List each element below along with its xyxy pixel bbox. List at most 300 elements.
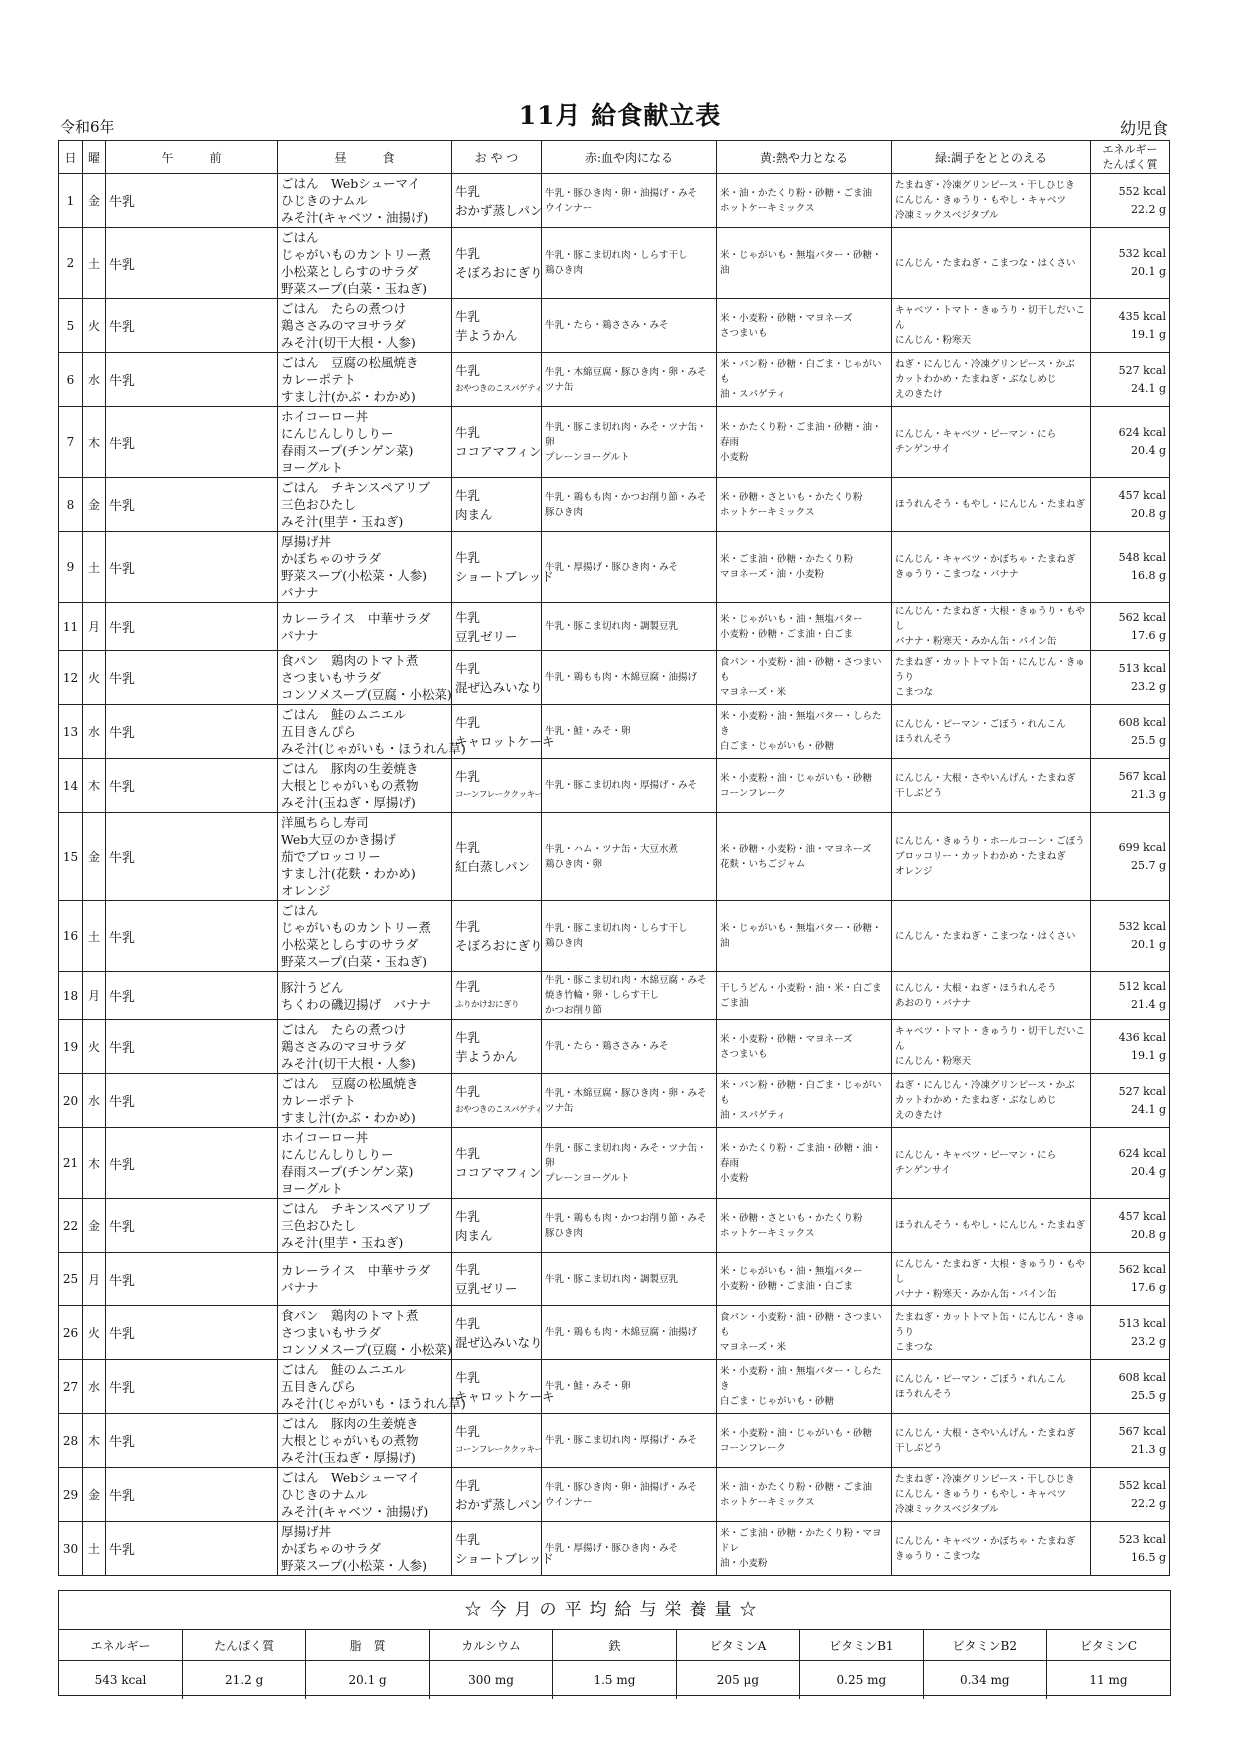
protein-value: 22.2 g [1130, 1496, 1166, 1510]
lunch-cell-line: みそ汁(切干大根・人参) [281, 335, 416, 350]
yellow-group-cell-line: 米・砂糖・小麦粉・油・マヨネーズ [720, 843, 872, 855]
table-row [59, 1199, 1170, 1253]
green-group-cell [892, 759, 1091, 813]
menu-rows [59, 174, 1170, 1576]
average-header-row [59, 1630, 1170, 1661]
weekday-cell: 土 [83, 228, 106, 299]
nutrition-cell [1091, 1468, 1170, 1522]
day-cell: 30 [59, 1522, 83, 1576]
nutrition-cell [1091, 228, 1170, 299]
red-group-cell-line: ツナ缶 [545, 381, 574, 393]
snack-cell-line: 牛乳 [455, 1315, 481, 1331]
snack-cell-line: 牛乳 [455, 1029, 481, 1045]
lunch-cell-line: 野菜スープ(白菜・玉ねぎ) [281, 281, 428, 296]
red-group-cell [542, 1020, 717, 1074]
lunch-cell-line: ホイコーロー丼 [281, 1130, 369, 1145]
snack-cell-line: 牛乳 [455, 308, 481, 324]
average-value: 0.25 mg [800, 1661, 923, 1700]
lunch-cell-line: 野菜スープ(小松菜・人参) [281, 1558, 428, 1573]
table-row [59, 478, 1170, 532]
snack-cell-line: 牛乳 [455, 1531, 481, 1547]
red-group-cell-line: 牛乳・豚こま切れ肉・厚揚げ・みそ [545, 780, 698, 791]
lunch-cell [278, 1199, 452, 1253]
red-group-cell [542, 532, 717, 603]
green-group-cell [892, 228, 1091, 299]
energy-value: 624 kcal [1118, 1147, 1166, 1160]
green-group-cell-line: たまねぎ・カットトマト缶・にんじん・きゅうり [895, 657, 1085, 683]
lunch-cell-line: にんじんしりしりー [281, 1147, 394, 1162]
red-group-cell-line: 牛乳・豚こま切れ肉・みそ・ツナ缶・卵 [545, 1142, 707, 1169]
energy-value: 527 kcal [1118, 1084, 1166, 1098]
lunch-cell-line: バナナ [281, 1280, 319, 1295]
green-group-cell-line: にんじん・大根・さやいんげん・たまねぎ [895, 772, 1076, 784]
red-group-cell [542, 1128, 717, 1199]
red-group-cell-line: 牛乳・豚こま切れ肉・調製豆乳 [545, 621, 679, 632]
yellow-group-cell [717, 228, 892, 299]
lunch-cell [278, 299, 452, 353]
red-group-cell [542, 813, 717, 901]
day-cell: 7 [59, 407, 83, 478]
green-group-cell [892, 478, 1091, 532]
lunch-cell-line: 厚揚げ丼 [281, 1524, 332, 1539]
green-group-cell-line: たまねぎ・カットトマト缶・にんじん・きゅうり [895, 1312, 1085, 1338]
snack-cell [452, 972, 542, 1020]
nutrition-cell [1091, 353, 1170, 407]
lunch-cell-line: コンソメスープ(豆腐・小松菜) [281, 687, 452, 702]
snack-cell-line: コーンフレーククッキー [455, 1444, 543, 1455]
table-row [59, 705, 1170, 759]
average-header: ビタミンC [1047, 1630, 1171, 1661]
weekday-cell: 火 [83, 1306, 106, 1360]
table-row [59, 1128, 1170, 1199]
yellow-group-cell [717, 972, 892, 1020]
morning-snack-cell: 牛乳 [106, 407, 278, 478]
lunch-cell [278, 1253, 452, 1306]
red-group-cell-line: 牛乳・木綿豆腐・豚ひき肉・卵・みそ [545, 1087, 707, 1099]
snack-cell-line: ココアマフィン [455, 444, 542, 459]
morning-snack-cell: 牛乳 [106, 353, 278, 407]
yellow-group-cell [717, 901, 892, 972]
table-header-row [59, 141, 1170, 174]
day-cell: 21 [59, 1128, 83, 1199]
green-group-cell-line: たまねぎ・冷凍グリンピース・干しひじき [895, 180, 1075, 191]
snack-cell [452, 174, 542, 228]
green-group-cell-line: にんじん・きゅうり・もやし・キャベツ [895, 195, 1067, 206]
weekday-cell: 月 [83, 603, 106, 651]
average-header: エネルギー [59, 1630, 182, 1661]
snack-cell-line: おかず蒸しパン [455, 1496, 543, 1512]
snack-cell-line: 牛乳 [455, 246, 481, 261]
green-group-cell-line: きゅうり・こまつな・バナナ [895, 569, 1019, 580]
average-header: ビタミンA [676, 1630, 799, 1661]
yellow-group-cell [717, 1468, 892, 1522]
table-row [59, 1522, 1170, 1576]
red-group-cell-line: 牛乳・たら・鶏ささみ・みそ [545, 320, 669, 331]
snack-cell-line: 肉まん [455, 506, 493, 522]
day-cell: 15 [59, 813, 83, 901]
yellow-group-cell [717, 353, 892, 407]
snack-cell-line: 牛乳 [455, 978, 481, 994]
table-row [59, 1074, 1170, 1128]
lunch-cell [278, 651, 452, 705]
snack-cell-line: ショートブレッド [455, 1550, 554, 1566]
red-group-cell-line: 牛乳・厚揚げ・豚ひき肉・みそ [545, 1543, 679, 1554]
green-group-cell-line: こまつな [895, 1342, 934, 1353]
table-row [59, 651, 1170, 705]
snack-cell-line: 豆乳ゼリー [455, 1281, 518, 1296]
lunch-cell-line: みそ汁(切干大根・人参) [281, 1056, 416, 1071]
red-group-cell [542, 1522, 717, 1576]
lunch-cell-line: ごはん 豚肉の生姜焼き [281, 1416, 419, 1431]
average-value: 21.2 g [182, 1661, 305, 1700]
day-cell: 29 [59, 1468, 83, 1522]
day-cell: 5 [59, 299, 83, 353]
yellow-group-cell-line: 油・小麦粉 [720, 1558, 768, 1569]
energy-value: 548 kcal [1118, 551, 1166, 564]
red-group-cell-line: 牛乳・豚こま切れ肉・厚揚げ・みそ [545, 1435, 698, 1446]
protein-value: 24.1 g [1130, 1102, 1166, 1116]
snack-cell-line: 牛乳 [455, 425, 481, 440]
green-group-cell-line: にんじん・キャベツ・ピーマン・にら [895, 429, 1057, 440]
average-header: 脂 質 [306, 1630, 429, 1661]
green-group-cell [892, 1468, 1091, 1522]
energy-value: 562 kcal [1118, 610, 1166, 624]
page-title: 11月 給食献立表 [518, 101, 722, 130]
red-group-cell-line: ウインナー [545, 202, 593, 214]
yellow-group-cell-line: 米・小麦粉・砂糖・マヨネーズ [720, 1033, 853, 1045]
protein-value: 21.4 g [1130, 997, 1166, 1011]
snack-cell [452, 651, 542, 705]
energy-value: 527 kcal [1118, 363, 1166, 377]
table-row [59, 532, 1170, 603]
morning-snack-cell: 牛乳 [106, 478, 278, 532]
weekday-cell: 土 [83, 1522, 106, 1576]
lunch-cell-line: ごはん チキンスペアリブ [281, 480, 431, 495]
yellow-group-cell-line: マヨネーズ・米 [720, 1342, 787, 1353]
green-group-cell-line: にんじん・キャベツ・かぼちゃ・たまねぎ [895, 1535, 1076, 1547]
morning-snack-cell: 牛乳 [106, 1468, 278, 1522]
yellow-group-cell-line: ごま油 [720, 997, 749, 1009]
yellow-group-cell-line: 米・小麦粉・油・無塩バター・しらたき [720, 1366, 882, 1392]
green-group-cell-line: キャベツ・トマト・きゅうり・切干しだいこん [895, 1026, 1086, 1052]
green-group-cell-line: にんじん・キャベツ・かぼちゃ・たまねぎ [895, 554, 1076, 565]
yellow-group-cell-line: ホットケーキミックス [720, 1227, 815, 1239]
yellow-group-cell [717, 1199, 892, 1253]
lunch-cell-line: みそ汁(じゃがいも・ほうれん草) [281, 1396, 466, 1411]
lunch-cell [278, 759, 452, 813]
yellow-group-cell [717, 174, 892, 228]
green-group-cell [892, 1128, 1091, 1199]
yellow-group-cell-line: 小麦粉・砂糖・ごま油・白ごま [720, 628, 854, 640]
green-group-cell-line: チンゲンサイ [895, 1165, 951, 1176]
protein-value: 20.4 g [1130, 444, 1166, 457]
energy-value: 532 kcal [1118, 920, 1166, 933]
lunch-cell-line: 五目きんぴら [281, 1379, 357, 1394]
lunch-cell-line: ごはん たらの煮つけ [281, 1022, 407, 1037]
red-group-cell-line: プレーンヨーグルト [545, 1172, 630, 1184]
table-row [59, 353, 1170, 407]
weekday-cell: 金 [83, 478, 106, 532]
lunch-cell-line: 野菜スープ(白菜・玉ねぎ) [281, 954, 428, 969]
weekday-cell: 金 [83, 1468, 106, 1522]
red-group-cell-line: 牛乳・鶏もも肉・木綿豆腐・油揚げ [545, 1327, 698, 1338]
snack-cell [452, 353, 542, 407]
red-group-cell-line: 豚ひき肉 [545, 506, 584, 518]
protein-value: 16.5 g [1130, 1550, 1166, 1564]
lunch-cell-line: 洋風ちらし寿司 [281, 815, 369, 830]
day-cell: 14 [59, 759, 83, 813]
day-cell: 28 [59, 1414, 83, 1468]
red-group-cell-line: 鶏ひき肉 [545, 265, 584, 276]
green-group-cell-line: こまつな [895, 687, 934, 698]
snack-cell-line: 牛乳 [455, 660, 481, 676]
snack-cell [452, 813, 542, 901]
green-group-cell [892, 174, 1091, 228]
snack-cell [452, 478, 542, 532]
header-energy-protein: エネルギー たんぱく質 [1091, 141, 1170, 174]
nutrition-cell [1091, 705, 1170, 759]
energy-value: 567 kcal [1118, 769, 1166, 783]
lunch-cell-line: 小松菜としらすのサラダ [281, 937, 419, 952]
green-group-cell-line: にんじん・きゅうり・ホールコーン・ごぼう [895, 836, 1085, 847]
lunch-cell-line: みそ汁(玉ねぎ・厚揚げ) [281, 795, 416, 810]
day-cell: 26 [59, 1306, 83, 1360]
red-group-cell-line: 豚ひき肉 [545, 1227, 584, 1239]
lunch-cell [278, 813, 452, 901]
table-row [59, 228, 1170, 299]
yellow-group-cell [717, 1128, 892, 1199]
yellow-group-cell [717, 1414, 892, 1468]
morning-snack-cell: 牛乳 [106, 1306, 278, 1360]
lunch-cell-line: オレンジ [281, 883, 331, 898]
lunch-cell-line: じゃがいものカントリー煮 [281, 247, 432, 262]
green-group-cell-line: えのきたけ [895, 389, 943, 400]
nutrition-cell [1091, 1253, 1170, 1306]
average-value: 543 kcal [59, 1661, 182, 1700]
yellow-group-cell [717, 407, 892, 478]
energy-value: 523 kcal [1118, 1532, 1166, 1546]
snack-cell-line: 牛乳 [455, 1369, 481, 1385]
morning-snack-cell: 牛乳 [106, 759, 278, 813]
green-group-cell [892, 299, 1091, 353]
nutrition-cell [1091, 603, 1170, 651]
nutrition-cell [1091, 1414, 1170, 1468]
yellow-group-cell-line: 油・スパゲティ [720, 389, 786, 400]
yellow-group-cell-line: 白ごま・じゃがいも・砂糖 [720, 741, 835, 752]
day-cell: 19 [59, 1020, 83, 1074]
average-value: 1.5 mg [553, 1661, 676, 1700]
table-row [59, 813, 1170, 901]
nutrition-cell [1091, 813, 1170, 901]
morning-snack-cell: 牛乳 [106, 228, 278, 299]
lunch-cell-line: 三色おひたし [281, 1218, 357, 1233]
nutrition-cell [1091, 1360, 1170, 1414]
snack-cell [452, 1128, 542, 1199]
green-group-cell-line: カットわかめ・たまねぎ・ぶなしめじ [895, 374, 1057, 385]
green-group-cell-line: オレンジ [895, 866, 933, 877]
weekday-cell: 月 [83, 1253, 106, 1306]
morning-snack-cell: 牛乳 [106, 705, 278, 759]
lunch-cell-line: ごはん 豆腐の松風焼き [281, 355, 419, 370]
snack-cell [452, 1199, 542, 1253]
green-group-cell-line: えのきたけ [895, 1110, 943, 1121]
energy-value: 436 kcal [1118, 1030, 1166, 1044]
snack-cell [452, 1522, 554, 1576]
snack-cell-line: 牛乳 [455, 362, 481, 378]
lunch-cell [278, 174, 452, 228]
table-row [59, 1414, 1170, 1468]
yellow-group-cell-line: 米・油・かたくり粉・砂糖・ごま油 [720, 187, 873, 199]
table-row [59, 1253, 1170, 1306]
lunch-cell-line: ごはん 鮭のムニエル [281, 707, 407, 722]
protein-value: 23.2 g [1130, 1334, 1166, 1348]
green-group-cell-line: にんじん・ピーマン・ごぼう・れんこん [895, 718, 1066, 730]
morning-snack-cell: 牛乳 [106, 972, 278, 1020]
table-row [59, 174, 1170, 228]
snack-cell-line: 牛乳 [455, 919, 481, 934]
weekday-cell: 水 [83, 1074, 106, 1128]
weekday-cell: 木 [83, 759, 106, 813]
table-row [59, 972, 1170, 1020]
lunch-cell [278, 1306, 452, 1360]
green-group-cell [892, 1414, 1091, 1468]
weekday-cell: 火 [83, 651, 106, 705]
day-cell: 9 [59, 532, 83, 603]
green-group-cell-line: ねぎ・にんじん・冷凍グリンピース・かぶ [895, 1080, 1075, 1091]
snack-cell-line: 混ぜ込みいなり [455, 679, 543, 695]
snack-cell-line: おやつきのこスパゲティ [455, 1104, 543, 1115]
snack-cell-line: 牛乳 [455, 1208, 481, 1224]
monthly-average-box [58, 1590, 1171, 1696]
header-lunch: 昼 食 [278, 141, 452, 174]
lunch-cell-line: ごはん [281, 903, 319, 918]
snack-cell-line: 芋ようかん [455, 327, 518, 343]
weekday-cell: 木 [83, 1128, 106, 1199]
red-group-cell [542, 353, 717, 407]
protein-value: 20.1 g [1130, 938, 1166, 951]
yellow-group-cell-line: 白ごま・じゃがいも・砂糖 [720, 1396, 835, 1407]
red-group-cell [542, 972, 717, 1020]
green-group-cell [892, 1306, 1091, 1360]
red-group-cell-line: 牛乳・たら・鶏ささみ・みそ [545, 1041, 669, 1052]
day-cell: 11 [59, 603, 83, 651]
red-group-cell-line: 牛乳・木綿豆腐・豚ひき肉・卵・みそ [545, 366, 707, 378]
header-morning: 午 前 [106, 141, 278, 174]
lunch-cell-line: ごはん チキンスペアリブ [281, 1201, 431, 1216]
snack-cell-line: 肉まん [455, 1227, 493, 1243]
red-group-cell-line: 牛乳・鮭・みそ・卵 [545, 726, 631, 737]
yellow-group-cell-line: 米・じゃがいも・油・無塩バター [720, 1266, 863, 1277]
lunch-cell-line: さつまいもサラダ [281, 670, 381, 685]
snack-cell [452, 705, 555, 759]
nutrition-cell [1091, 478, 1170, 532]
green-group-cell-line: ねぎ・にんじん・冷凍グリンピース・かぶ [895, 359, 1075, 370]
yellow-group-cell-line: 米・ごま油・砂糖・かたくり粉・マヨドレ [720, 1528, 882, 1554]
lunch-cell-line: 鶏ささみのマヨサラダ [281, 318, 406, 333]
table-row [59, 901, 1170, 972]
nutrition-cell [1091, 759, 1170, 813]
red-group-cell [542, 228, 717, 299]
yellow-group-cell [717, 1360, 892, 1414]
average-value: 20.1 g [306, 1661, 429, 1700]
energy-value: 513 kcal [1118, 661, 1166, 675]
protein-value: 20.8 g [1130, 1227, 1166, 1241]
lunch-cell [278, 1128, 452, 1199]
lunch-cell-line: みそ汁(玉ねぎ・厚揚げ) [281, 1450, 416, 1465]
green-group-cell-line: にんじん・粉寒天 [895, 335, 972, 346]
protein-value: 20.4 g [1130, 1165, 1166, 1178]
yellow-group-cell [717, 1306, 892, 1360]
yellow-group-cell-line: 干しうどん・小麦粉・油・米・白ごま [720, 982, 882, 994]
red-group-cell-line: 牛乳・豚こま切れ肉・木綿豆腐・みそ [545, 975, 707, 986]
energy-value: 552 kcal [1118, 1478, 1166, 1492]
snack-cell [452, 299, 542, 353]
green-group-cell-line: 冷凍ミックスベジタブル [895, 1504, 999, 1515]
snack-cell-line: 牛乳 [455, 609, 481, 625]
lunch-cell-line: 豚汁うどん [281, 979, 344, 995]
red-group-cell-line: 焼き竹輪・卵・しらす干し [545, 990, 660, 1001]
green-group-cell-line: にんじん・たまねぎ・大根・きゅうり・もやし [895, 606, 1086, 632]
lunch-cell [278, 1522, 452, 1576]
lunch-cell-line: ヨーグルト [281, 460, 344, 475]
yellow-group-cell-line: 食パン・小麦粉・油・砂糖・さつまいも [720, 657, 882, 683]
snack-cell [452, 901, 542, 972]
snack-cell [452, 407, 542, 478]
nutrition-cell [1091, 1020, 1170, 1074]
snack-cell-line: 牛乳 [455, 1083, 481, 1099]
yellow-group-cell-line: コーンフレーク [720, 1442, 786, 1454]
morning-snack-cell: 牛乳 [106, 174, 278, 228]
red-group-cell [542, 901, 717, 972]
energy-value: 457 kcal [1118, 1209, 1166, 1223]
menu-table [58, 140, 1170, 1576]
protein-value: 20.8 g [1130, 506, 1166, 520]
nutrition-cell [1091, 532, 1170, 603]
lunch-cell [278, 478, 452, 532]
lunch-cell-line: ごはん Webシューマイ [281, 176, 421, 191]
nutrition-cell [1091, 651, 1170, 705]
lunch-cell [278, 705, 466, 759]
snack-cell [452, 1414, 542, 1468]
green-group-cell-line: チンゲンサイ [895, 444, 951, 455]
lunch-cell-line: みそ汁(キャベツ・油揚げ) [281, 210, 429, 225]
lunch-cell [278, 228, 452, 299]
lunch-cell-line: 食パン 鶏肉のトマト煮 [281, 1308, 419, 1323]
snack-cell-line: 牛乳 [455, 714, 481, 730]
lunch-cell [278, 1360, 466, 1414]
average-header: 鉄 [553, 1630, 676, 1661]
average-header: カルシウム [429, 1630, 552, 1661]
lunch-cell-line: ごはん 豆腐の松風焼き [281, 1076, 419, 1091]
table-row [59, 407, 1170, 478]
table-row [59, 603, 1170, 651]
average-value: 0.34 mg [923, 1661, 1046, 1700]
snack-cell [452, 532, 554, 603]
protein-value: 21.3 g [1130, 787, 1166, 801]
lunch-cell-line: 食パン 鶏肉のトマト煮 [281, 653, 419, 668]
red-group-cell [542, 1360, 717, 1414]
snack-cell-line: 紅白蒸しパン [455, 858, 531, 874]
red-group-cell-line: プレーンヨーグルト [545, 451, 630, 463]
red-group-cell-line: 牛乳・鮭・みそ・卵 [545, 1381, 631, 1392]
green-group-cell-line: にんじん・大根・ねぎ・ほうれんそう [895, 982, 1057, 994]
lunch-cell [278, 1414, 452, 1468]
menu-type-label: 幼児食 [1119, 119, 1168, 138]
lunch-cell-line: 野菜スープ(小松菜・人参) [281, 568, 428, 583]
green-group-cell [892, 1074, 1091, 1128]
yellow-group-cell [717, 1074, 892, 1128]
nutrition-cell [1091, 1128, 1170, 1199]
